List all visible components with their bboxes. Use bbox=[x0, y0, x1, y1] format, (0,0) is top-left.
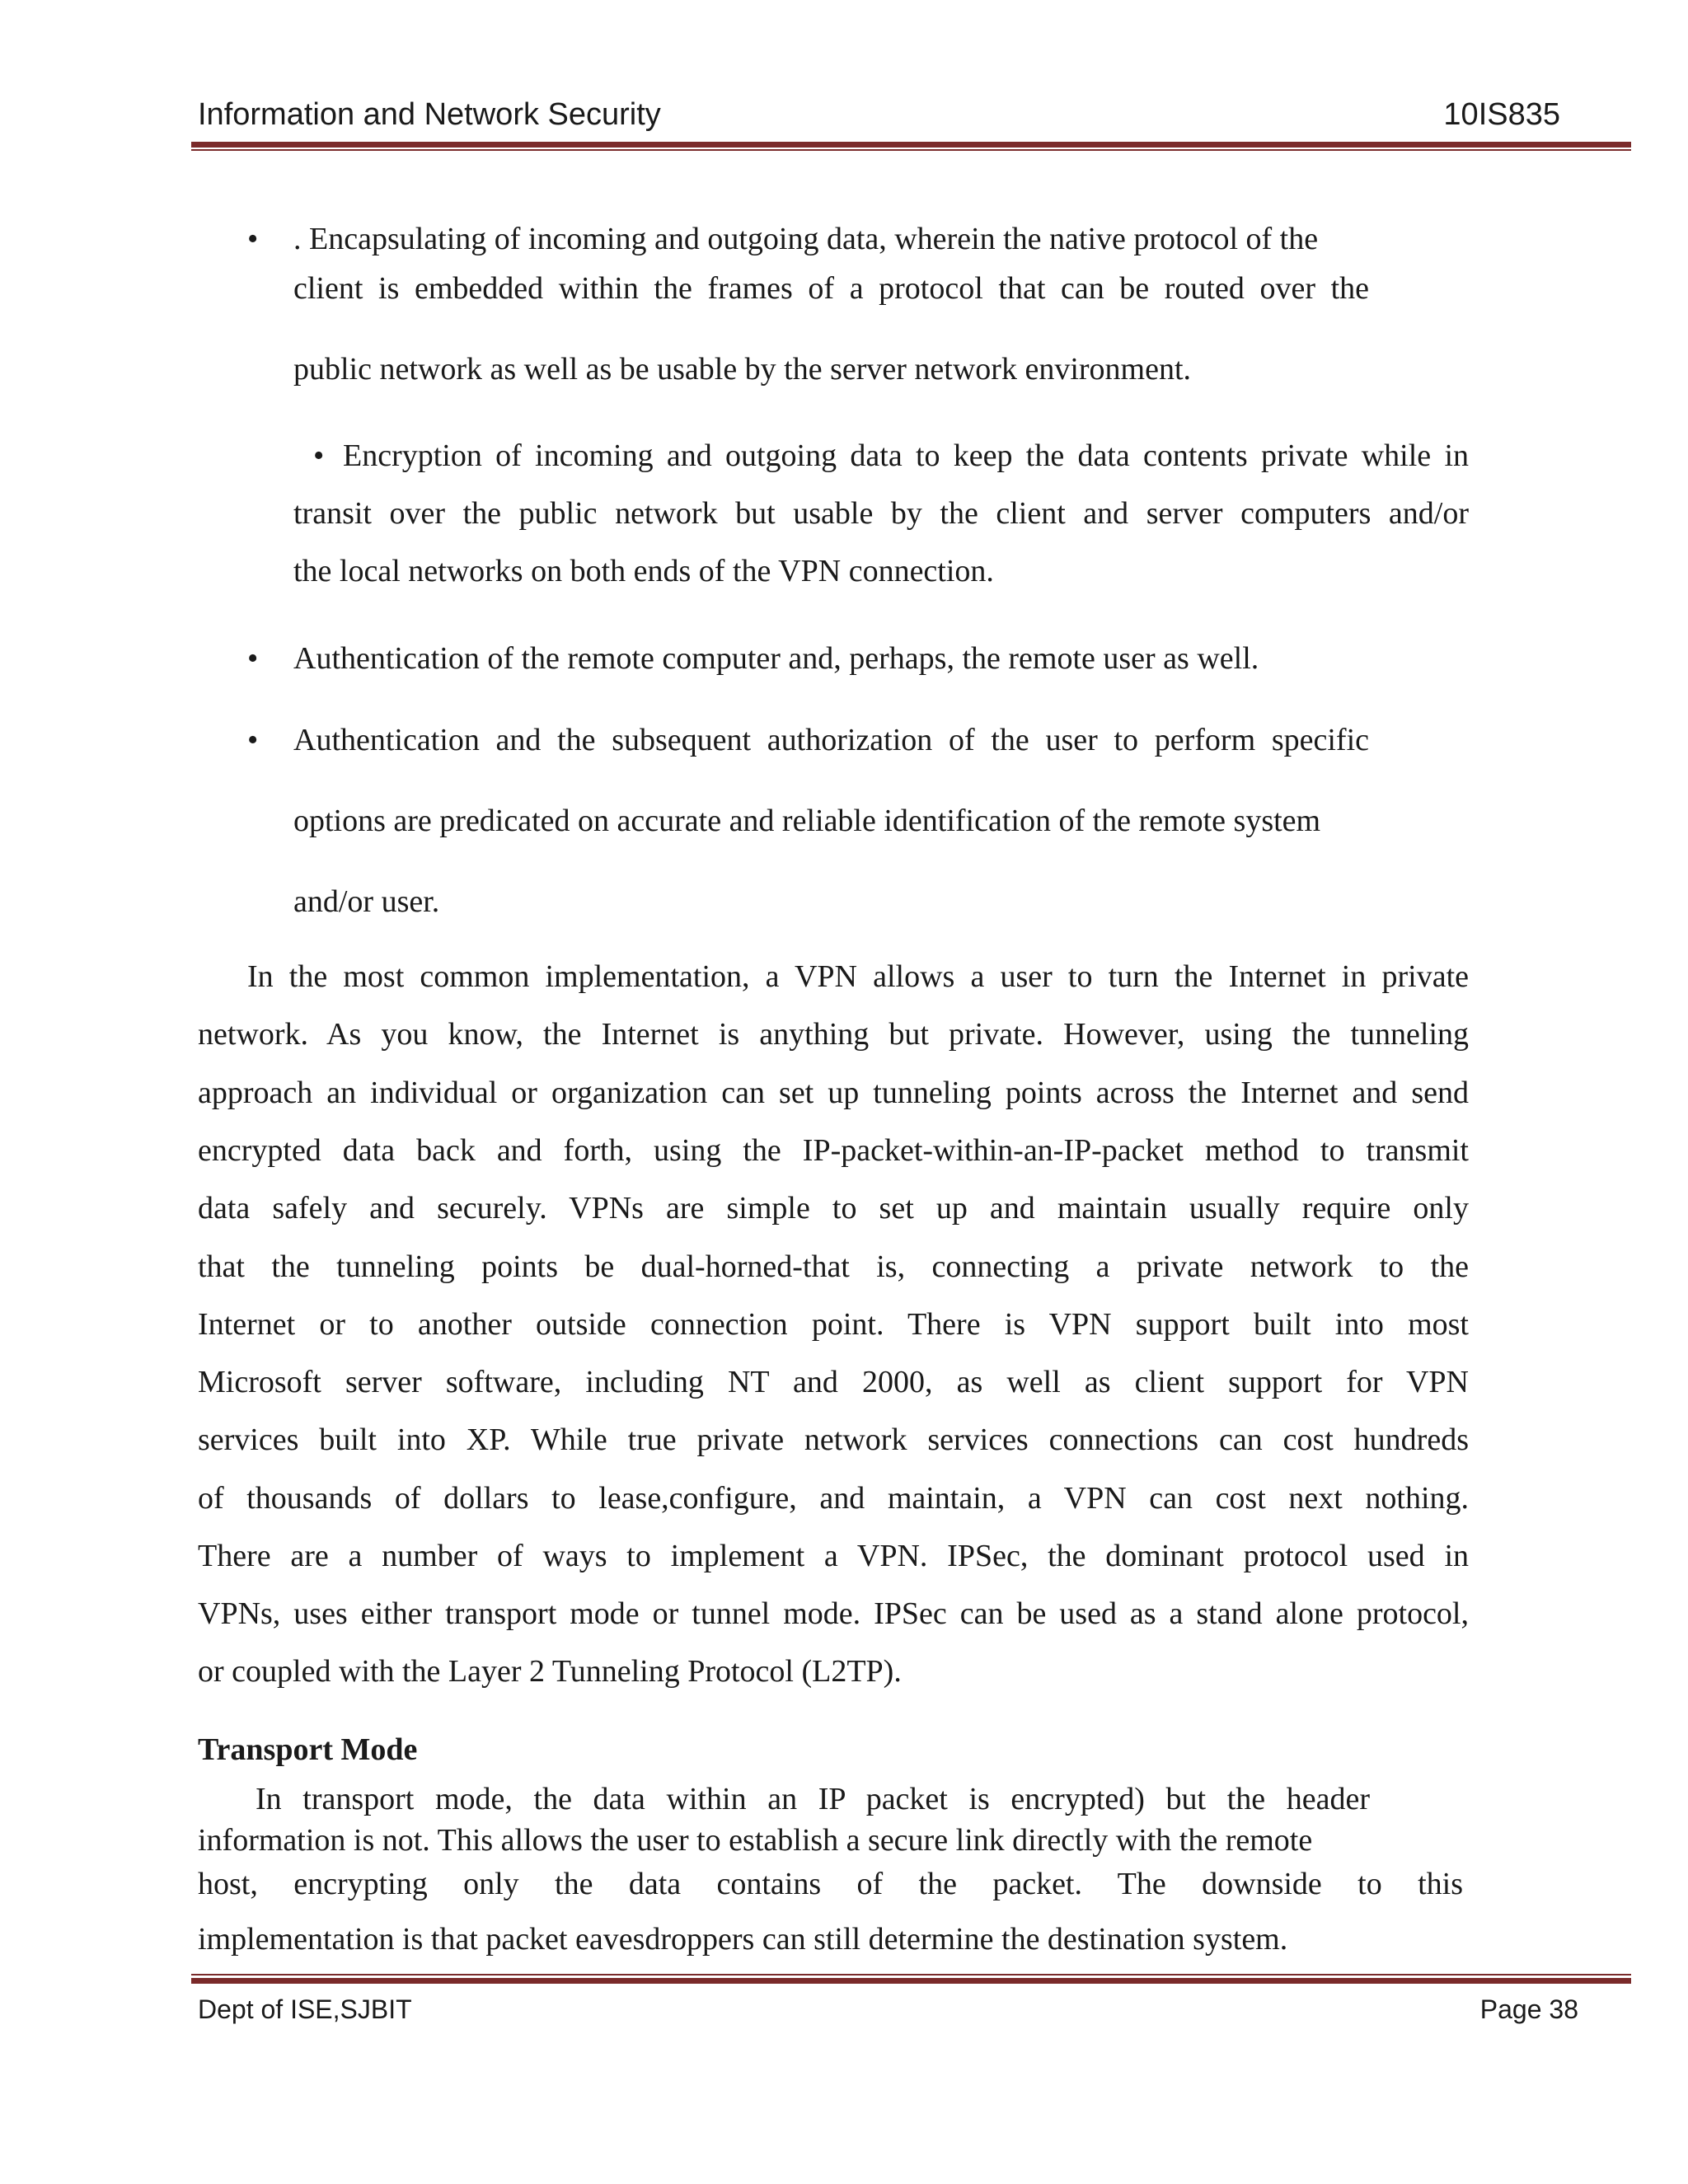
footer-page-number: Page 38 bbox=[1479, 1994, 1578, 2024]
footer-rule-thin bbox=[191, 1974, 1631, 1975]
paragraph-line-8: Microsoft server software, including NT and 2000, as well as client support for VPN bbox=[198, 1365, 1469, 1399]
bullet-marker: • bbox=[247, 723, 259, 757]
section-line-4: implementation is that packet eavesdroppers can still determine the destination system. bbox=[198, 1922, 1288, 1957]
paragraph-line-12: VPNs, uses either transport mode or tunnel mode. IPSec can be used as a stand alone protocol, bbox=[198, 1596, 1469, 1631]
section-line-1: In transport mode, the data within an IP packet is encrypted) but the header bbox=[256, 1782, 1370, 1816]
footer-rule-thick bbox=[191, 1978, 1631, 1984]
bullet-1-line-1: . Encapsulating of incoming and outgoing data, wherein the native protocol of the bbox=[293, 222, 1319, 256]
bullet-1-line-2: client is embedded within the frames of a protocol that can be routed over the bbox=[293, 271, 1369, 306]
footer-department: Dept of ISE,SJBIT bbox=[198, 1994, 412, 2024]
bullet-4-line-3: and/or user. bbox=[293, 884, 440, 919]
bullet-1-line-3: public network as well as be usable by the server network environment. bbox=[293, 352, 1192, 387]
header-title: Information and Network Security bbox=[198, 97, 661, 132]
bullet-4-line-1: Authentication and the subsequent authorization of the user to perform specific bbox=[293, 723, 1369, 757]
paragraph-line-11: There are a number of ways to implement a VPN. IPSec, the dominant protocol used in bbox=[198, 1539, 1469, 1573]
bullet-4-line-2: options are predicated on accurate and reliable identification of the remote system bbox=[293, 804, 1321, 838]
bullet-3-line-1: Authentication of the remote computer and, perhaps, the remote user as well. bbox=[293, 641, 1259, 676]
paragraph-line-13: or coupled with the Layer 2 Tunneling Protocol (L2TP). bbox=[198, 1654, 902, 1689]
section-line-2: information is not. This allows the user to establish a secure link directly with the remote bbox=[198, 1823, 1313, 1858]
bullet-2-line-2: transit over the public network but usable by the client and server computers and/or bbox=[293, 496, 1469, 531]
section-heading: Transport Mode bbox=[198, 1732, 418, 1767]
header-rule-thin bbox=[191, 149, 1631, 151]
bullet-marker: • bbox=[247, 641, 259, 676]
paragraph-line-10: of thousands of dollars to lease,configure, and maintain, a VPN can cost next nothing. bbox=[198, 1481, 1469, 1516]
bullet-2-line-3: the local networks on both ends of the VPN connection. bbox=[293, 554, 994, 588]
bullet-2-line-1: Encryption of incoming and outgoing data to keep the data contents private while in bbox=[343, 438, 1469, 473]
header-course-code: 10IS835 bbox=[1443, 97, 1560, 132]
paragraph-line-2: network. As you know, the Internet is anything but private. However, using the tunneling bbox=[198, 1017, 1469, 1052]
paragraph-line-4: encrypted data back and forth, using the IP-packet-within-an-IP-packet method to transmit bbox=[198, 1133, 1469, 1168]
paragraph-line-9: services built into XP. While true private network services connections can cost hundreds bbox=[198, 1422, 1469, 1457]
paragraph-line-7: Internet or to another outside connection point. There is VPN support built into most bbox=[198, 1307, 1469, 1342]
paragraph-line-6: that the tunneling points be dual-horned-that is, connecting a private network to the bbox=[198, 1249, 1469, 1284]
bullet-marker: • bbox=[313, 438, 325, 473]
paragraph-line-3: approach an individual or organization can set up tunneling points across the Internet and send bbox=[198, 1076, 1469, 1110]
section-line-3: host, encrypting only the data contains of the packet. The downside to this bbox=[198, 1867, 1463, 1901]
paragraph-line-5: data safely and securely. VPNs are simple to set up and maintain usually require only bbox=[198, 1191, 1469, 1226]
paragraph-line-1: In the most common implementation, a VPN allows a user to turn the Internet in private bbox=[247, 959, 1469, 994]
bullet-marker: • bbox=[247, 222, 259, 256]
header-rule-thick bbox=[191, 142, 1631, 148]
